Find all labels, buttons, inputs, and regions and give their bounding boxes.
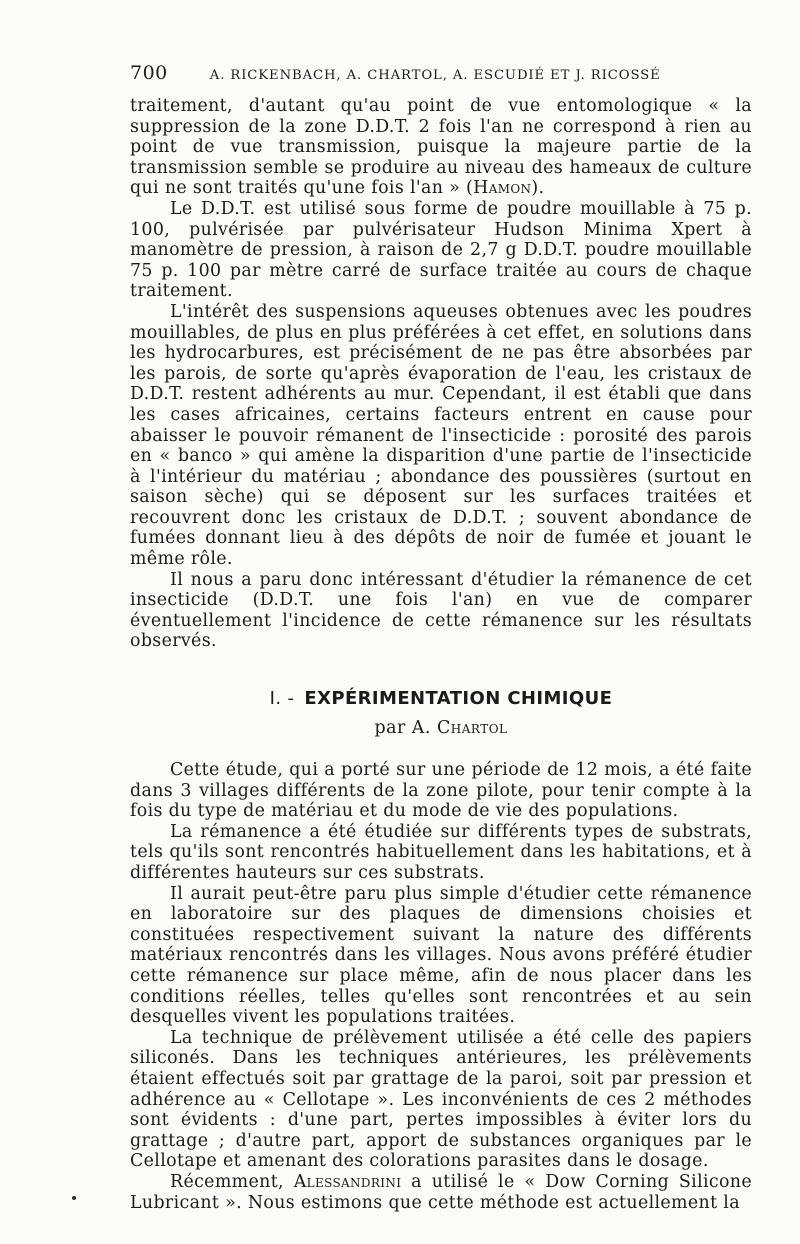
intro-text bbox=[130, 96, 752, 652]
section-title: EXPÉRIMENTATION CHIMIQUE bbox=[304, 688, 613, 710]
paragraph: La technique de prélèvement utilisée a été celle des papiers siliconés. Dans les techniques antérieures, les prélèvements étaient effectués soit par grattage de la paroi, soit par pression et adhérence au « Cellotape ». Les inconvénients de ces 2 méthodes sont évidents : d'une part, pertes impossibles à éviter lors du grattage ; d'autre part, apport de substances organiques par le Cellotape et amenant des colorations parasites dans le dosage. bbox=[130, 1027, 752, 1172]
paragraph: La rémanence a été étudiée sur différents types de substrats, tels qu'ils sont rencontrés habituellement dans les habitations, et à différentes hauteurs sur ces substrats. bbox=[130, 821, 752, 883]
paragraph: Le D.D.T. est utilisé sous forme de poudre mouillable à 75 p. 100, pulvérisée par pulvérisateur Hudson Minima Xpert à manomètre de pression, à raison de 2,7 g D.D.T. poudre mouillable 75 p. 100 par mètre carré de surface traitée au cours de chaque traitement. bbox=[130, 198, 752, 302]
section-byline: par A. Chartol bbox=[374, 718, 508, 739]
page-header bbox=[130, 62, 752, 96]
margin-dot bbox=[72, 1196, 76, 1200]
section-heading bbox=[130, 688, 752, 712]
page bbox=[130, 62, 752, 1213]
section-number: I. bbox=[269, 688, 282, 710]
section-dash: - bbox=[287, 688, 295, 710]
paragraph: Récemment, Alessandrini a utilisé le « Dow Corning Silicone Lubricant ». Nous estimons que cette méthode est actuellement la bbox=[130, 1171, 753, 1213]
page-number: 700 bbox=[130, 62, 168, 84]
author-name: Hamon bbox=[473, 178, 532, 199]
paragraph: L'intérêt des suspensions aqueuses obtenues avec les poudres mouillables, de plus en plus préférées à cet effet, en solutions dans les hydrocarbures, est précisément de ne pas être absorbées par les parois, de sorte qu'après évaporation de l'eau, les cristaux de D.D.T. restent adhérents au mur. Cependant, il est établi que dans les cases africaines, certains facteurs entrent en cause pour abaisser le pouvoir rémanent de l'insecticide : porosité des parois en « banco » qui amène la disparition d'une partie de l'insecticide à l'intérieur du matériau ; abondance des poussières (surtout en saison sèche) qui se déposent sur les surfaces traitées et recouvrent donc les cristaux de D.D.T. ; souvent abondance de fumées donnant lieu à des dépôts de noir de fumée et jouant le même rôle. bbox=[130, 301, 752, 570]
paragraph: Cette étude, qui a porté sur une période de 12 mois, a été faite dans 3 villages différents de la zone pilote, pour tenir compte à la fois du type de matériau et du mode de vie des populations. bbox=[130, 760, 752, 822]
section-body bbox=[130, 760, 752, 1213]
paragraph: Il aurait peut-être paru plus simple d'étudier cette rémanence en laboratoire sur des plaques de dimensions choisies et constituées respectivement suivant la nature des différents matériaux rencontrés dans les villages. Nous avons préféré étudier cette rémanence sur place même, afin de nous placer dans les conditions réelles, telles qu'elles sont rencontrées et au sein desquelles vivent les populations traitées. bbox=[130, 883, 752, 1028]
running-head: A. RICKENBACH, A. CHARTOL, A. ESCUDIÉ ET J. RICOSSÉ bbox=[209, 68, 661, 83]
paragraph: traitement, d'autant qu'au point de vue entomologique « la suppression de la zone D.D.T. 2 fois l'an ne correspond à rien au point de vue transmission, puisque la majeure partie de la transmission semble se produire au niveau des hameaux de culture qui ne sont traités qu'une fois l'an » (Hamon). bbox=[130, 96, 752, 199]
byline-author: Chartol bbox=[436, 718, 508, 739]
author-name: Alessandrini bbox=[293, 1171, 402, 1192]
paragraph: Il nous a paru donc intéressant d'étudier la rémanence de cet insecticide (D.D.T. une fois l'an) en vue de comparer éventuellement l'incidence de cette rémanence sur les résultats observés. bbox=[130, 569, 752, 652]
